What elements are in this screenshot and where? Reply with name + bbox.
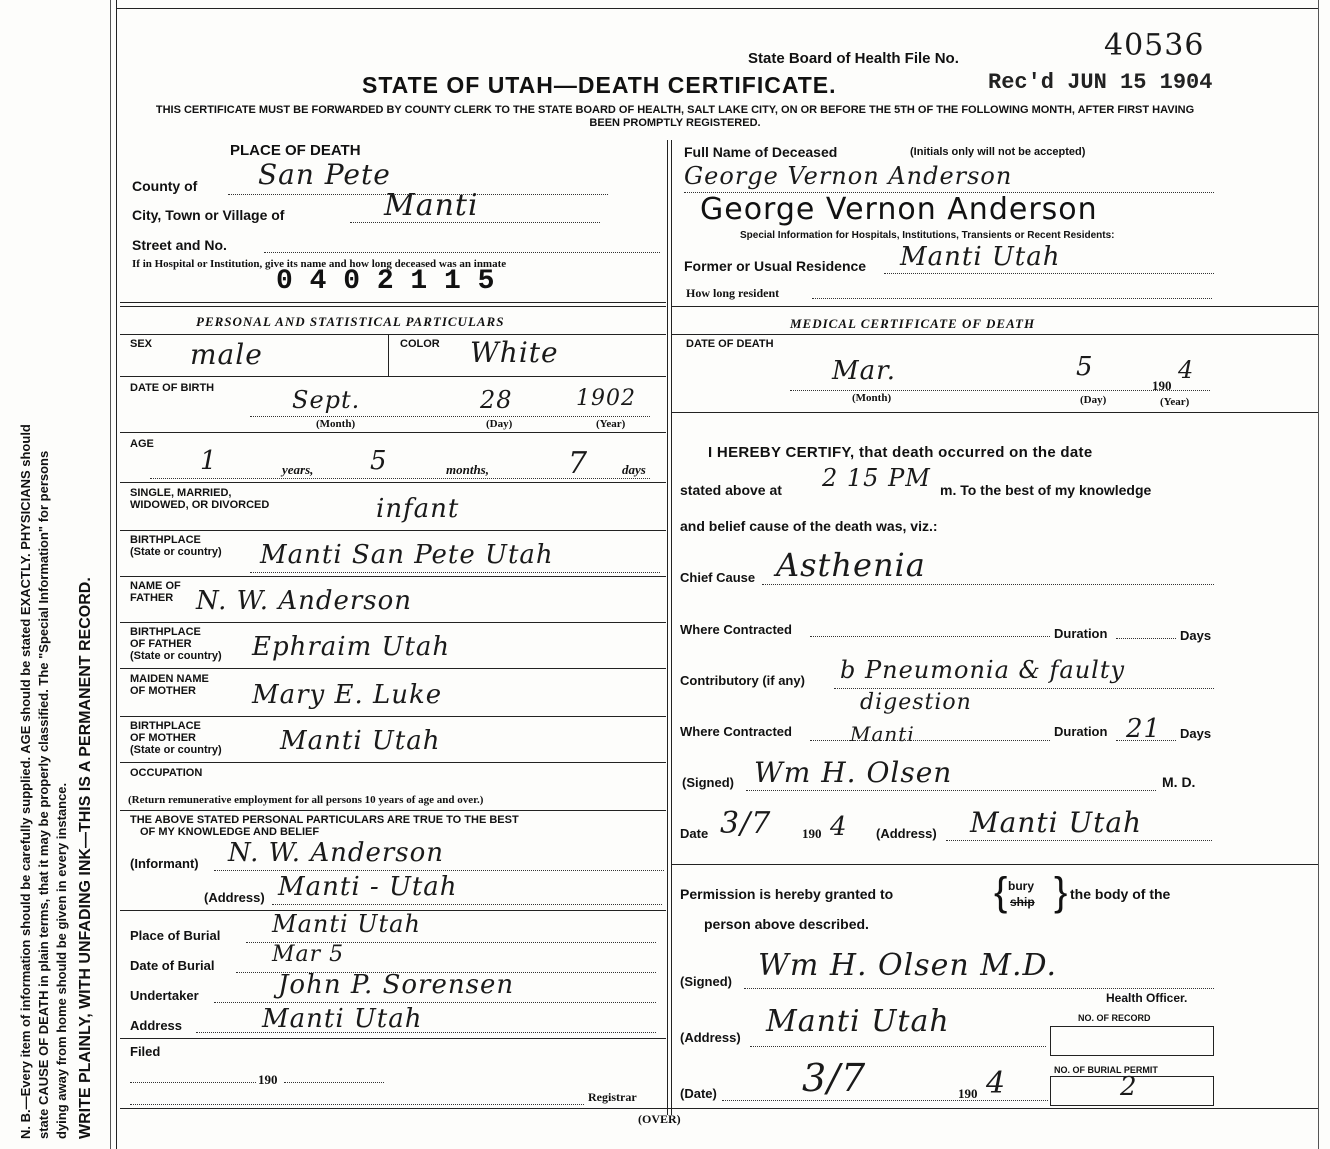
burial-permit-number: 2 (1120, 1072, 1138, 1102)
right-border (1318, 0, 1319, 1149)
residence-line (884, 273, 1214, 274)
rule (120, 432, 666, 433)
permit-bury: bury (1008, 879, 1035, 893)
md-label: M. D. (1162, 774, 1196, 790)
hospital-label: If in Hospital or Institution, give its name and how long deceased was an inmate (132, 258, 507, 270)
marital-value: infant (376, 494, 460, 524)
father-bp-state: (State or country) (130, 650, 222, 662)
physician-signature-line (746, 790, 1156, 791)
how-long-line (812, 298, 1212, 299)
filed-year-prefix: 190 (258, 1072, 278, 1087)
attest-line-2: OF MY KNOWLEDGE AND BELIEF (140, 826, 320, 838)
father-bp-label-2: OF FATHER (130, 638, 192, 650)
permit-ship: ship (1010, 895, 1035, 909)
street-label: Street and No. (132, 237, 227, 253)
dod-year-digit: 4 (1178, 356, 1195, 384)
rule (120, 622, 666, 623)
cert-date-label: Date (680, 826, 709, 841)
cert-date-value: 3/7 (720, 806, 772, 841)
rule (120, 576, 666, 577)
rule (672, 334, 1318, 335)
mother-value: Mary E. Luke (252, 680, 443, 710)
dod-year-prefix: 190 (1152, 378, 1172, 393)
permit-signed-label: (Signed) (680, 974, 732, 989)
cert-address-label: (Address) (876, 826, 937, 841)
contributory-value-2: digestion (860, 690, 972, 715)
duration-label: Duration (1054, 626, 1108, 641)
burial-place-label: Place of Burial (130, 928, 221, 943)
column-divider (667, 140, 668, 1115)
months-label: months, (446, 462, 489, 477)
full-name-label: Full Name of Deceased (684, 144, 838, 160)
rule (120, 668, 666, 669)
father-label-1: NAME OF (130, 580, 181, 592)
how-long-label: How long resident (686, 286, 780, 300)
permit-text-1: Permission is hereby granted to (680, 886, 894, 902)
residence-value: Manti Utah (900, 242, 1061, 272)
permit-signature-line (744, 988, 1214, 989)
rule (120, 530, 666, 531)
city-label: City, Town or Village of (132, 207, 285, 223)
marital-label-2: WIDOWED, OR DIVORCED (130, 499, 270, 511)
sex-label: SEX (130, 338, 153, 350)
personal-heading: PERSONAL AND STATISTICAL PARTICULARS (196, 314, 505, 329)
no-burial-permit-label: NO. OF BURIAL PERMIT (1054, 1065, 1158, 1075)
rule (120, 482, 666, 483)
cert-address-value: Manti Utah (970, 806, 1143, 839)
father-label-2: FATHER (130, 592, 174, 604)
dob-day-caption: (Day) (486, 418, 513, 430)
city-value: Manti (384, 188, 479, 223)
permit-year-digit: 4 (986, 1066, 1007, 1101)
duration-2-value: 21 (1126, 714, 1162, 744)
duration-days-label: Days (1180, 628, 1212, 643)
occupation-label: OCCUPATION (130, 767, 203, 779)
name-typed: George Vernon Anderson (700, 192, 1098, 227)
file-number-label: State Board of Health File No. (748, 50, 959, 67)
certify-line-3: and belief cause of the death was, viz.: (680, 518, 938, 534)
forwarding-instructions: THIS CERTIFICATE MUST BE FORWARDED BY COUNTY CLERK TO THE STATE BOARD OF HEALTH, SALT LAKE CITY, ON OR BEFORE THE 5TH OF THE FOLLOWING MONTH, AFTER FIRST HAVING BEEN PROMPTLY REGISTERED. (155, 104, 1195, 129)
permit-date-line (722, 1100, 1048, 1101)
age-days: 7 (568, 446, 589, 481)
where-contracted-2-label: Where Contracted (680, 724, 792, 739)
side-note-line-1: N. B.—Every item of information should be carefully supplied. AGE should be stated EXACTLY. PHYSICIANS should (18, 424, 33, 1139)
full-name-note: (Initials only will not be accepted) (910, 146, 1086, 158)
file-number-value: 40536 (1104, 28, 1205, 63)
certify-time: 2 15 PM (822, 464, 931, 492)
contributory-value: b Pneumonia & faulty (840, 656, 1126, 684)
dob-line (250, 416, 650, 417)
county-label: County of (132, 178, 198, 194)
medical-heading: MEDICAL CERTIFICATE OF DEATH (790, 316, 1036, 331)
dob-month-caption: (Month) (316, 418, 356, 430)
sex-value: male (190, 338, 263, 371)
left-border-inner (116, 0, 117, 1149)
age-years: 1 (200, 446, 218, 476)
rule (120, 334, 666, 335)
filed-label: Filed (130, 1044, 161, 1059)
rule (120, 762, 666, 763)
chief-cause-value: Asthenia (776, 546, 926, 584)
dob-label: DATE OF BIRTH (130, 382, 215, 394)
left-border (110, 0, 111, 1149)
duration-2-days-label: Days (1180, 726, 1212, 741)
undertaker-line (214, 1002, 656, 1003)
physician-signature: Wm H. Olsen (754, 756, 953, 789)
where-contracted-line (810, 636, 1050, 637)
permit-text-3: person above described. (704, 916, 869, 932)
informant-line (214, 870, 664, 871)
duration-2-label: Duration (1054, 724, 1108, 739)
dob-year: 1902 (576, 386, 636, 411)
dod-label: DATE OF DEATH (686, 338, 774, 350)
received-stamp: Rec'd JUN 15 1904 (988, 70, 1213, 95)
permit-signature: Wm H. Olsen M.D. (758, 948, 1058, 983)
chief-cause-line (762, 584, 1214, 585)
informant-value: N. W. Anderson (228, 838, 445, 868)
permit-address-line (750, 1046, 1046, 1047)
color-label: COLOR (400, 338, 440, 350)
health-officer-label: Health Officer. (1106, 991, 1188, 1005)
permit-address-value: Manti Utah (766, 1004, 950, 1039)
birthplace-state: (State or country) (130, 546, 222, 558)
attest-line-1: THE ABOVE STATED PERSONAL PARTICULARS ARE TRUE TO THE BEST (130, 814, 519, 826)
burial-date-value: Mar 5 (272, 942, 345, 967)
duration-line (1116, 638, 1176, 639)
dod-year-caption: (Year) (1160, 396, 1190, 408)
brace-right: } (1054, 870, 1068, 914)
father-bp-value: Ephraim Utah (252, 632, 451, 662)
where-contracted-label: Where Contracted (680, 622, 792, 637)
chief-cause-label: Chief Cause (680, 570, 756, 585)
permit-date-label: (Date) (680, 1086, 717, 1101)
duration-2-line (1116, 740, 1176, 741)
rule (388, 334, 389, 376)
informant-label: (Informant) (130, 856, 199, 871)
top-border (116, 8, 1318, 9)
rule (120, 306, 666, 307)
occupation-note: (Return remunerative employment for all persons 10 years of age and over.) (128, 794, 484, 806)
rule (120, 716, 666, 717)
mother-label-1: MAIDEN NAME (130, 673, 209, 685)
birthplace-label: BIRTHPLACE (130, 534, 201, 546)
informant-address-value: Manti - Utah (278, 872, 458, 902)
rule (120, 302, 666, 303)
stamp-number: 0 4 0 2 1 1 5 (276, 266, 495, 297)
permit-text-2: the body of the (1070, 886, 1171, 902)
mother-bp-label-2: OF MOTHER (130, 732, 196, 744)
dod-line (790, 390, 1210, 391)
certify-line-1: I HEREBY CERTIFY, that death occurred on the date (708, 444, 1093, 461)
where-contracted-2-line (810, 740, 1050, 741)
undertaker-address-label: Address (130, 1018, 183, 1033)
informant-address-label: (Address) (204, 890, 265, 905)
over-label: (OVER) (638, 1112, 681, 1126)
mother-bp-value: Manti Utah (280, 726, 441, 756)
contributory-line (834, 688, 1214, 689)
rule (672, 412, 1318, 413)
dod-month: Mar. (832, 356, 896, 386)
birthplace-value: Manti San Pete Utah (260, 540, 554, 570)
name-handwritten: George Vernon Anderson (684, 162, 1013, 190)
place-of-death-heading: PLACE OF DEATH (230, 142, 361, 159)
father-value: N. W. Anderson (196, 586, 413, 616)
certificate-title: STATE OF UTAH—DEATH CERTIFICATE. (362, 72, 837, 98)
permit-year-prefix: 190 (958, 1086, 978, 1101)
county-value: San Pete (258, 158, 391, 191)
age-months: 5 (370, 446, 388, 476)
registrar-line (130, 1104, 584, 1105)
brace-left: { (994, 870, 1008, 914)
column-divider-2 (671, 140, 672, 1115)
burial-place-value: Manti Utah (272, 910, 421, 938)
cert-address-line (946, 840, 1212, 841)
rule (672, 306, 1318, 307)
dod-month-caption: (Month) (852, 392, 892, 404)
rule (120, 1038, 666, 1039)
filed-date-line (130, 1082, 256, 1083)
certify-line-2a: stated above at (680, 482, 782, 498)
informant-address-line (272, 904, 662, 905)
residence-label: Former or Usual Residence (684, 258, 867, 274)
cert-year-digit: 4 (830, 812, 848, 842)
age-label: AGE (130, 438, 154, 450)
physician-signed-label: (Signed) (682, 775, 734, 790)
marital-label-1: SINGLE, MARRIED, (130, 487, 232, 499)
no-of-record-label: NO. OF RECORD (1078, 1013, 1151, 1023)
record-number-box (1050, 1026, 1214, 1056)
dob-day: 28 (480, 386, 513, 414)
rule (120, 1108, 1318, 1109)
days-label: days (622, 462, 646, 477)
undertaker-address-value: Manti Utah (262, 1004, 423, 1034)
filed-year-line (284, 1082, 384, 1083)
special-info-label: Special Information for Hospitals, Institutions, Transients or Recent Residents: (740, 230, 1115, 241)
where-contracted-2-value: Manti (850, 722, 915, 746)
father-bp-label-1: BIRTHPLACE (130, 626, 201, 638)
dob-year-caption: (Year) (596, 418, 626, 430)
undertaker-address-line (196, 1032, 656, 1033)
permit-date-value: 3/7 (802, 1056, 867, 1100)
rule (672, 864, 1318, 865)
burial-date-label: Date of Burial (130, 958, 215, 973)
undertaker-value: John P. Sorensen (278, 970, 515, 1000)
side-instructions (0, 0, 112, 1149)
years-label: years, (282, 462, 314, 477)
dod-day: 5 (1076, 352, 1094, 382)
side-note-line-4: WRITE PLAINLY, WITH UNFADING INK—THIS IS A PERMANENT RECORD. (77, 577, 94, 1139)
mother-bp-label-1: BIRTHPLACE (130, 720, 201, 732)
side-note-line-2: state CAUSE OF DEATH in plain terms, that it may be properly classified. The "Special Information" for persons (36, 450, 51, 1139)
mother-label-2: OF MOTHER (130, 685, 196, 697)
age-line (150, 478, 650, 479)
side-note-line-3: dying away from home should be given in every instance. (54, 782, 69, 1139)
dod-day-caption: (Day) (1080, 394, 1107, 406)
permit-address-label: (Address) (680, 1030, 741, 1045)
street-line (264, 252, 660, 253)
registrar-label: Registrar (588, 1090, 637, 1104)
color-value: White (470, 336, 559, 369)
rule (120, 376, 666, 377)
dob-month: Sept. (292, 386, 361, 414)
undertaker-label: Undertaker (130, 988, 199, 1003)
certify-line-2b: m. To the best of my knowledge (940, 482, 1152, 498)
birthplace-line (250, 572, 660, 573)
cert-year-prefix: 190 (802, 826, 822, 841)
mother-bp-state: (State or country) (130, 744, 222, 756)
rule (120, 810, 666, 811)
contributory-label: Contributory (if any) (680, 673, 805, 688)
